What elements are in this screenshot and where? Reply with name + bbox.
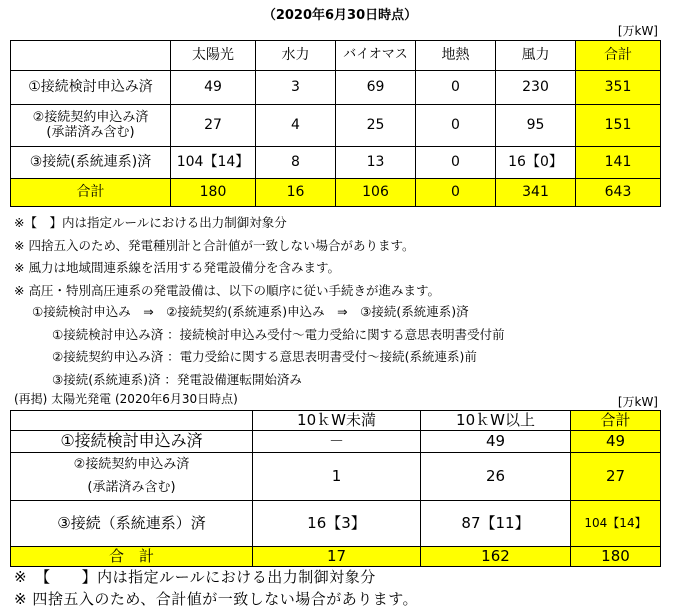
capacity-table xyxy=(10,40,661,207)
row-label: ①接続検討申込み済 xyxy=(11,71,171,105)
unit-label-table1: [万kW] xyxy=(617,24,658,38)
cell-value: 16【0】 xyxy=(496,147,576,179)
row-label: ③接続(系統連系)済 xyxy=(11,147,171,179)
cell-total: 27 xyxy=(571,453,661,501)
table-row xyxy=(11,105,661,147)
note-line: ①接続検討申込み ⇒ ②接続契約(系統連系)申込み ⇒ ③接続(系統連系)済 xyxy=(32,304,469,319)
table1-total-row xyxy=(11,179,661,207)
cell-value: 1 xyxy=(253,453,421,501)
row-label-line1: ②接続契約申込み済 xyxy=(73,457,190,473)
table1-header-hydro: 水力 xyxy=(256,41,336,71)
solar-table xyxy=(10,410,661,567)
table2-header-over10: 10ｋW以上 xyxy=(421,411,571,431)
table1-header-blank xyxy=(11,41,171,71)
cell-total: 180 xyxy=(571,547,661,567)
table-row xyxy=(11,501,661,547)
cell-value: 4 xyxy=(256,105,336,147)
report-title: （2020年6月30日時点） xyxy=(262,8,418,23)
row-label: 合計 xyxy=(11,179,171,207)
cell-value: 180 xyxy=(171,179,256,207)
cell-value: 230 xyxy=(496,71,576,105)
cell-total: 49 xyxy=(571,431,661,453)
cell-total: 643 xyxy=(576,179,661,207)
table1-header-total: 合計 xyxy=(576,41,661,71)
cell-value: 87【11】 xyxy=(421,501,571,547)
cell-value: 341 xyxy=(496,179,576,207)
row-label xyxy=(11,105,171,147)
note-line: ①接続検討申込み済 ：接続検討申込み受付～電力受給に関する意思表明書受付前 xyxy=(52,327,505,342)
cell-value: 0 xyxy=(416,105,496,147)
cell-value: 104【14】 xyxy=(171,147,256,179)
cell-value: 8 xyxy=(256,147,336,179)
note-line: ※ 【 】内は指定ルールにおける出力制御対象分 xyxy=(14,568,376,586)
table1-header-geothermal: 地熱 xyxy=(416,41,496,71)
unit-label-table2: [万kW] xyxy=(617,395,658,409)
cell-value: － xyxy=(253,431,421,453)
note-line: ③接続(系統連系)済 ：発電設備運転開始済み xyxy=(52,372,302,387)
cell-value: 0 xyxy=(416,147,496,179)
table2-header-row xyxy=(11,411,661,431)
row-label-line1: ②接続契約申込み済 xyxy=(32,109,149,125)
row-label: ③接続（系統連系）済 xyxy=(11,501,253,547)
cell-value: 16【3】 xyxy=(253,501,421,547)
table-row xyxy=(11,453,661,501)
table-row xyxy=(11,71,661,105)
note-line: ※ 風力は地域間連系線を活用する発電設備分を含みます。 xyxy=(14,260,340,275)
cell-value: 27 xyxy=(171,105,256,147)
note-line: ※【 】内は指定ルールにおける出力制御対象分 xyxy=(14,215,287,230)
cell-value: 106 xyxy=(336,179,416,207)
table1-header-wind: 風力 xyxy=(496,41,576,71)
cell-value: 49 xyxy=(421,431,571,453)
cell-total: 351 xyxy=(576,71,661,105)
note-line: ※ 四捨五入のため、発電種別計と合計値が一致しない場合があります。 xyxy=(14,238,415,253)
cell-value: 0 xyxy=(416,179,496,207)
table2-total-row xyxy=(11,547,661,567)
row-label: 合 計 xyxy=(11,547,253,567)
note-line: ②接続契約申込み済 ：電力受給に関する意思表明書受付～接続(系統連系)前 xyxy=(52,349,477,364)
cell-value: 26 xyxy=(421,453,571,501)
table1-header-biomass: バイオマス xyxy=(336,41,416,71)
row-label: ①接続検討申込み済 xyxy=(11,431,253,453)
cell-value: 0 xyxy=(416,71,496,105)
table2-header-blank xyxy=(11,411,253,431)
cell-value: 3 xyxy=(256,71,336,105)
cell-total: 104【14】 xyxy=(571,501,661,547)
cell-value: 162 xyxy=(421,547,571,567)
cell-value: 17 xyxy=(253,547,421,567)
cell-value: 49 xyxy=(171,71,256,105)
cell-value: 13 xyxy=(336,147,416,179)
table1-header-solar: 太陽光 xyxy=(171,41,256,71)
cell-total: 141 xyxy=(576,147,661,179)
table1-header-row xyxy=(11,41,661,71)
cell-value: 69 xyxy=(336,71,416,105)
row-label xyxy=(11,453,253,501)
table-row xyxy=(11,431,661,453)
cell-value: 95 xyxy=(496,105,576,147)
cell-value: 16 xyxy=(256,179,336,207)
section-subtitle: (再掲) 太陽光発電 (2020年6月30日時点) xyxy=(14,392,238,406)
cell-value: 25 xyxy=(336,105,416,147)
note-line: ※ 四捨五入のため、合計値が一致しない場合があります。 xyxy=(14,590,419,608)
table2-header-under10: 10ｋW未満 xyxy=(253,411,421,431)
table-row xyxy=(11,147,661,179)
note-line: ※ 高圧・特別高圧連系の発電設備は、以下の順序に従い手続きが進みます。 xyxy=(14,283,440,298)
row-label-line2: (承諾済み含む) xyxy=(87,479,176,495)
cell-total: 151 xyxy=(576,105,661,147)
row-label-line2: (承諾済み含む) xyxy=(46,124,135,140)
table2-header-total: 合計 xyxy=(571,411,661,431)
